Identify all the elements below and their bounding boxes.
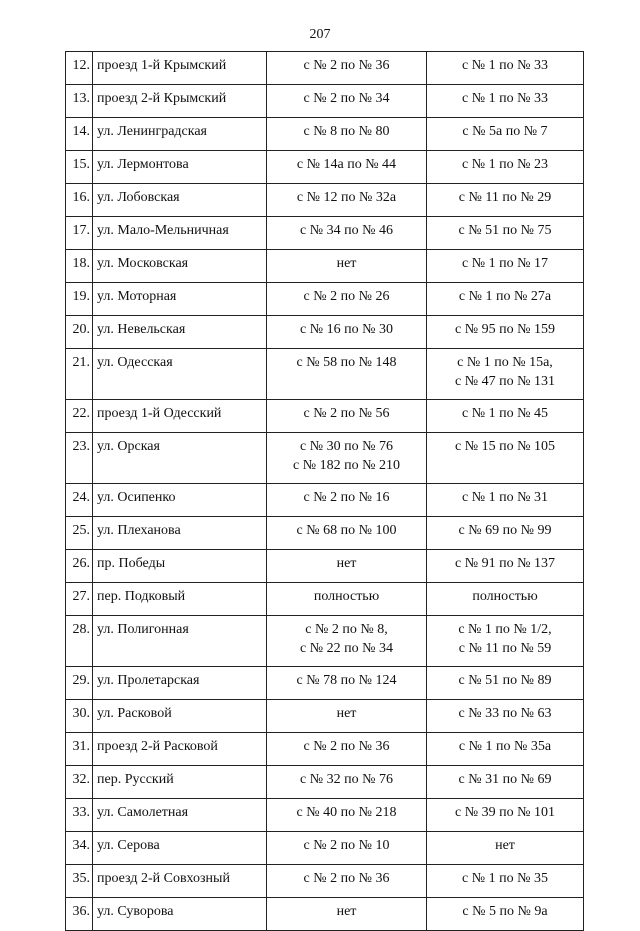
even-numbers-cell (267, 349, 427, 400)
even-numbers-range: нет (336, 706, 357, 721)
odd-numbers-range: с № 69 по № 99 (458, 523, 552, 538)
odd-numbers-cell (427, 349, 584, 400)
odd-numbers-range: с № 1 по № 27а (458, 289, 552, 304)
table-row (66, 898, 584, 931)
row-number: 20. (66, 316, 93, 349)
even-numbers-range: полностью (313, 589, 380, 604)
odd-numbers-range: с № 47 по № 131 (455, 374, 555, 389)
table-row (66, 217, 584, 250)
table-row (66, 832, 584, 865)
odd-numbers-range: с № 1 по № 35 (462, 871, 548, 886)
odd-numbers-cell (427, 250, 584, 283)
row-number: 24. (66, 484, 93, 517)
table-body (66, 52, 584, 931)
odd-numbers-cell (427, 799, 584, 832)
even-numbers-range: с № 58 по № 148 (296, 355, 397, 370)
odd-numbers-cell (427, 898, 584, 931)
even-numbers-range: с № 8 по № 80 (303, 124, 390, 139)
row-number: 23. (66, 433, 93, 484)
odd-numbers-cell (427, 700, 584, 733)
table-row (66, 484, 584, 517)
table-row (66, 550, 584, 583)
odd-numbers-cell (427, 733, 584, 766)
odd-numbers-range: с № 33 по № 63 (458, 706, 552, 721)
even-numbers-range: с № 40 по № 218 (296, 805, 397, 820)
even-numbers-range: с № 14а по № 44 (296, 157, 397, 172)
odd-numbers-range: с № 1 по № 17 (462, 256, 548, 271)
street-name: проезд 1-й Крымский (93, 52, 267, 85)
table-row (66, 52, 584, 85)
row-number: 35. (66, 865, 93, 898)
odd-numbers-range: с № 51 по № 75 (458, 223, 552, 238)
odd-numbers-cell (427, 766, 584, 799)
street-name: проезд 2-й Расковой (93, 733, 267, 766)
row-number: 17. (66, 217, 93, 250)
odd-numbers-range: с № 51 по № 89 (458, 673, 552, 688)
odd-numbers-range: с № 39 по № 101 (455, 805, 555, 820)
odd-numbers-cell (427, 667, 584, 700)
row-number: 34. (66, 832, 93, 865)
row-number: 33. (66, 799, 93, 832)
row-number: 25. (66, 517, 93, 550)
street-name: проезд 2-й Совхозный (93, 865, 267, 898)
street-name: ул. Мало-Мельничная (93, 217, 267, 250)
table-row (66, 184, 584, 217)
odd-numbers-range: с № 1 по № 33 (462, 91, 548, 106)
even-numbers-cell (267, 616, 427, 667)
odd-numbers-range: с № 11 по № 29 (458, 190, 552, 205)
table-row (66, 799, 584, 832)
street-name: ул. Моторная (93, 283, 267, 316)
table-row (66, 766, 584, 799)
odd-numbers-cell (427, 217, 584, 250)
even-numbers-range: нет (336, 256, 357, 271)
even-numbers-cell (267, 400, 427, 433)
even-numbers-cell (267, 118, 427, 151)
table-row (66, 349, 584, 400)
odd-numbers-cell (427, 85, 584, 118)
table-row (66, 865, 584, 898)
odd-numbers-range: с № 31 по № 69 (458, 772, 552, 787)
row-number: 21. (66, 349, 93, 400)
even-numbers-cell (267, 550, 427, 583)
even-numbers-range: с № 34 по № 46 (300, 223, 393, 238)
page-number: 207 (309, 27, 331, 42)
even-numbers-range: нет (336, 556, 357, 571)
even-numbers-range: с № 30 по № 76 (300, 439, 393, 454)
street-name: ул. Осипенко (93, 484, 267, 517)
odd-numbers-cell (427, 283, 584, 316)
odd-numbers-cell (427, 52, 584, 85)
table-row (66, 283, 584, 316)
even-numbers-range: с № 2 по № 34 (303, 91, 390, 106)
even-numbers-cell (267, 865, 427, 898)
even-numbers-cell (267, 184, 427, 217)
odd-numbers-cell (427, 616, 584, 667)
odd-numbers-cell (427, 550, 584, 583)
street-name: пер. Подковый (93, 583, 267, 616)
row-number: 22. (66, 400, 93, 433)
table-row (66, 733, 584, 766)
street-name: ул. Полигонная (93, 616, 267, 667)
odd-numbers-range: нет (495, 838, 515, 853)
row-number: 31. (66, 733, 93, 766)
table-row (66, 700, 584, 733)
odd-numbers-range: с № 11 по № 59 (458, 641, 552, 656)
even-numbers-range: с № 2 по № 8, (305, 622, 388, 637)
even-numbers-range: с № 2 по № 56 (303, 406, 390, 421)
row-number: 14. (66, 118, 93, 151)
even-numbers-range: с № 16 по № 30 (300, 322, 393, 337)
table-row (66, 517, 584, 550)
street-name: ул. Серова (93, 832, 267, 865)
row-number: 32. (66, 766, 93, 799)
table-row (66, 316, 584, 349)
table-row (66, 151, 584, 184)
row-number: 28. (66, 616, 93, 667)
odd-numbers-range: с № 1 по № 1/2, (458, 622, 552, 637)
odd-numbers-cell (427, 583, 584, 616)
street-name: ул. Суворова (93, 898, 267, 931)
row-number: 26. (66, 550, 93, 583)
odd-numbers-cell (427, 865, 584, 898)
table-row (66, 85, 584, 118)
even-numbers-cell (267, 766, 427, 799)
odd-numbers-cell (427, 151, 584, 184)
even-numbers-range: с № 2 по № 36 (303, 871, 390, 886)
table-row (66, 583, 584, 616)
street-name: ул. Плеханова (93, 517, 267, 550)
odd-numbers-range: с № 1 по № 15а, (457, 355, 553, 370)
even-numbers-cell (267, 583, 427, 616)
even-numbers-cell (267, 517, 427, 550)
odd-numbers-range: с № 5 по № 9а (462, 904, 548, 919)
odd-numbers-range: с № 1 по № 35а (458, 739, 552, 754)
row-number: 19. (66, 283, 93, 316)
even-numbers-cell (267, 85, 427, 118)
row-number: 29. (66, 667, 93, 700)
street-name: ул. Ленинградская (93, 118, 267, 151)
odd-numbers-cell (427, 832, 584, 865)
even-numbers-cell (267, 832, 427, 865)
odd-numbers-cell (427, 433, 584, 484)
even-numbers-range: с № 2 по № 36 (303, 58, 390, 73)
street-name: ул. Лермонтова (93, 151, 267, 184)
even-numbers-range: нет (336, 904, 357, 919)
row-number: 13. (66, 85, 93, 118)
even-numbers-cell (267, 733, 427, 766)
table-row (66, 667, 584, 700)
odd-numbers-range: с № 1 по № 33 (462, 58, 548, 73)
table-row (66, 118, 584, 151)
table-row (66, 250, 584, 283)
street-name: ул. Одесская (93, 349, 267, 400)
row-number: 27. (66, 583, 93, 616)
row-number: 15. (66, 151, 93, 184)
even-numbers-range: с № 68 по № 100 (296, 523, 397, 538)
odd-numbers-cell (427, 184, 584, 217)
even-numbers-range: с № 2 по № 36 (303, 739, 390, 754)
odd-numbers-cell (427, 400, 584, 433)
street-name: ул. Орская (93, 433, 267, 484)
odd-numbers-range: с № 91 по № 137 (455, 556, 555, 571)
table-row (66, 400, 584, 433)
even-numbers-cell (267, 667, 427, 700)
even-numbers-range: с № 22 по № 34 (300, 641, 393, 656)
odd-numbers-range: с № 95 по № 159 (455, 322, 555, 337)
odd-numbers-range: с № 15 по № 105 (455, 439, 555, 454)
even-numbers-cell (267, 217, 427, 250)
odd-numbers-range: с № 1 по № 45 (462, 406, 548, 421)
street-name: пр. Победы (93, 550, 267, 583)
odd-numbers-range: с № 1 по № 31 (462, 490, 548, 505)
even-numbers-cell (267, 316, 427, 349)
even-numbers-range: с № 2 по № 16 (303, 490, 390, 505)
even-numbers-cell (267, 151, 427, 184)
even-numbers-cell (267, 52, 427, 85)
street-name: ул. Лобовская (93, 184, 267, 217)
street-name: ул. Невельская (93, 316, 267, 349)
streets-table (65, 51, 584, 931)
odd-numbers-range: с № 1 по № 23 (462, 157, 548, 172)
odd-numbers-range: с № 5а по № 7 (462, 124, 548, 139)
street-name: проезд 2-й Крымский (93, 85, 267, 118)
row-number: 12. (66, 52, 93, 85)
even-numbers-range: с № 2 по № 10 (303, 838, 390, 853)
even-numbers-cell (267, 898, 427, 931)
table-row (66, 616, 584, 667)
even-numbers-range: с № 78 по № 124 (296, 673, 397, 688)
odd-numbers-cell (427, 484, 584, 517)
row-number: 16. (66, 184, 93, 217)
row-number: 30. (66, 700, 93, 733)
street-name: проезд 1-й Одесский (93, 400, 267, 433)
even-numbers-range: с № 2 по № 26 (303, 289, 390, 304)
odd-numbers-cell (427, 118, 584, 151)
street-name: ул. Московская (93, 250, 267, 283)
row-number: 18. (66, 250, 93, 283)
street-name: пер. Русский (93, 766, 267, 799)
street-name: ул. Пролетарская (93, 667, 267, 700)
even-numbers-cell (267, 799, 427, 832)
odd-numbers-cell (427, 316, 584, 349)
street-name: ул. Самолетная (93, 799, 267, 832)
odd-numbers-cell (427, 517, 584, 550)
even-numbers-range: с № 182 по № 210 (293, 458, 400, 473)
row-number: 36. (66, 898, 93, 931)
even-numbers-range: с № 12 по № 32а (296, 190, 397, 205)
even-numbers-range: с № 32 по № 76 (300, 772, 393, 787)
even-numbers-cell (267, 700, 427, 733)
even-numbers-cell (267, 250, 427, 283)
even-numbers-cell (267, 484, 427, 517)
odd-numbers-range: полностью (472, 589, 538, 604)
even-numbers-cell (267, 433, 427, 484)
table-row (66, 433, 584, 484)
even-numbers-cell (267, 283, 427, 316)
street-name: ул. Расковой (93, 700, 267, 733)
